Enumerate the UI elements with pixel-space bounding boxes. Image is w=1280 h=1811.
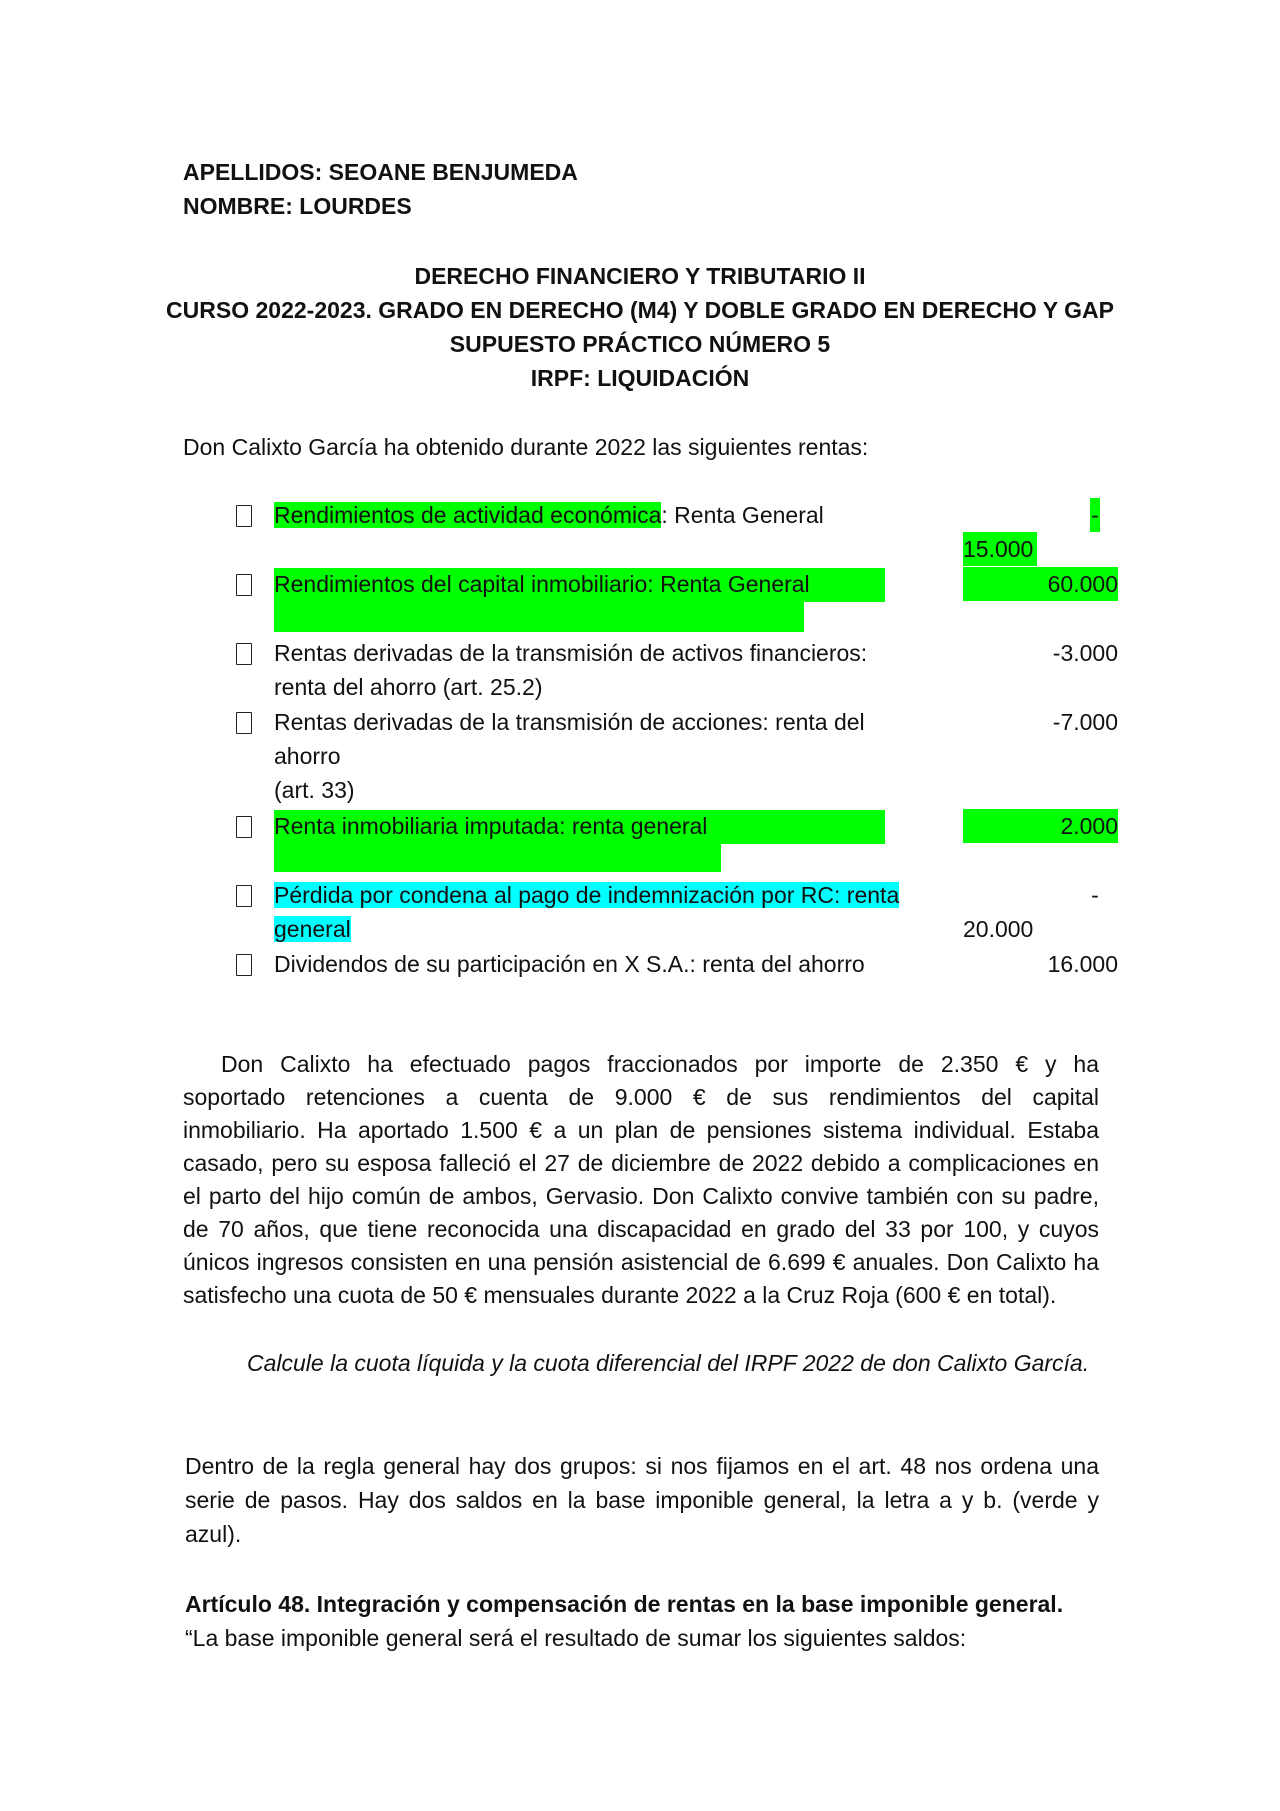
article-title: Artículo 48. Integración y compensación de rentas en la base imponible general. bbox=[185, 1591, 1064, 1617]
article-quote: “La base imponible general será el resultado de sumar los siguientes saldos: bbox=[185, 1625, 967, 1651]
course-title: DERECHO FINANCIERO Y TRIBUTARIO II bbox=[414, 263, 866, 289]
checkbox-icon bbox=[236, 816, 252, 838]
name-line: NOMBRE: LOURDES bbox=[183, 193, 412, 219]
surname-line: APELLIDOS: SEOANE BENJUMEDA bbox=[183, 159, 578, 185]
renta-amount-4: -7.000 bbox=[1052, 709, 1118, 735]
renta-label-1 bbox=[274, 498, 824, 532]
statement-line: el parto del hijo común de ambos, Gervasio. Don Calixto convive también con su padre, bbox=[183, 1183, 1099, 1209]
analysis-paragraph bbox=[185, 1449, 1099, 1551]
statement-line: soportado retenciones a cuenta de 9.000 € de sus rendimientos del capital bbox=[183, 1084, 1099, 1110]
renta-label-7: Dividendos de su participación en X S.A.: renta del ahorro bbox=[274, 951, 865, 977]
renta-amount-6: 20.000 bbox=[963, 916, 1034, 942]
analysis-line: azul). bbox=[185, 1521, 242, 1547]
statement-line: Don Calixto ha efectuado pagos fraccionados por importe de 2.350 € y ha bbox=[221, 1051, 1099, 1077]
statement-line: de 70 años, que tiene reconocida una discapacidad en grado del 33 por 100, y cuyos bbox=[183, 1216, 1099, 1242]
exercise-number: SUPUESTO PRÁCTICO NÚMERO 5 bbox=[449, 331, 831, 357]
statement-line: casado, pero su esposa falleció el 27 de diciembre de 2022 debido a complicaciones en bbox=[183, 1150, 1099, 1176]
renta-amount-5: 2.000 bbox=[963, 809, 1118, 843]
intro-text: Don Calixto García ha obtenido durante 2022 las siguientes rentas: bbox=[183, 434, 869, 460]
renta-amount-1: 15.000 bbox=[963, 532, 1037, 566]
statement-paragraph bbox=[183, 1048, 1099, 1312]
statement-line: únicos ingresos consisten en una pensión asistencial de 6.699 € anuales. Don Calixto ha bbox=[183, 1249, 1099, 1275]
renta-label-3a: Rentas derivadas de la transmisión de activos financieros: bbox=[274, 640, 868, 666]
renta-label-4c: (art. 33) bbox=[274, 777, 355, 803]
statement-line: inmobiliario. Ha aportado 1.500 € a un plan de pensiones sistema individual. Estaba bbox=[183, 1117, 1099, 1143]
renta-amount-7: 16.000 bbox=[1047, 951, 1118, 977]
renta-label-3b: renta del ahorro (art. 25.2) bbox=[274, 674, 543, 700]
analysis-line: serie de pasos. Hay dos saldos en la base imponible general, la letra a y b. (verde y bbox=[185, 1487, 1099, 1513]
renta-label-2: Rendimientos del capital inmobiliario: Renta General bbox=[274, 571, 810, 597]
renta-label-5: Renta inmobiliaria imputada: renta general bbox=[274, 813, 708, 839]
question-text: Calcule la cuota líquida y la cuota diferencial del IRPF 2022 de don Calixto García. bbox=[247, 1350, 1090, 1376]
renta-amount-6-sign: - bbox=[1091, 882, 1099, 908]
renta-amount-1-sign: - bbox=[1090, 498, 1100, 532]
checkbox-icon bbox=[236, 505, 252, 527]
renta-label-4b: ahorro bbox=[274, 743, 341, 769]
analysis-line: Dentro de la regla general hay dos grupos: si nos fijamos en el art. 48 nos ordena una bbox=[185, 1453, 1099, 1479]
renta-label-6b: general bbox=[274, 916, 351, 942]
renta-label-1-rest: : Renta General bbox=[661, 502, 824, 528]
checkbox-icon bbox=[236, 712, 252, 734]
highlight-block bbox=[274, 844, 721, 872]
renta-amount-3: -3.000 bbox=[1052, 640, 1118, 666]
statement-line: satisfecho una cuota de 50 € mensuales durante 2022 a la Cruz Roja (600 € en total). bbox=[183, 1282, 1057, 1308]
renta-label-4a: Rentas derivadas de la transmisión de acciones: renta del bbox=[274, 709, 865, 735]
checkbox-icon bbox=[236, 885, 252, 907]
highlight-block bbox=[274, 602, 804, 632]
checkbox-icon bbox=[236, 643, 252, 665]
checkbox-icon bbox=[236, 954, 252, 976]
renta-label-6a: Pérdida por condena al pago de indemnización por RC: renta bbox=[274, 882, 900, 908]
renta-label-1-highlight: Rendimientos de actividad económica bbox=[274, 502, 662, 528]
course-degree: CURSO 2022-2023. GRADO EN DERECHO (M4) Y DOBLE GRADO EN DERECHO Y GAP bbox=[166, 297, 1114, 323]
checkbox-icon bbox=[236, 574, 252, 596]
renta-amount-2: 60.000 bbox=[963, 567, 1118, 601]
exercise-topic: IRPF: LIQUIDACIÓN bbox=[530, 365, 750, 391]
